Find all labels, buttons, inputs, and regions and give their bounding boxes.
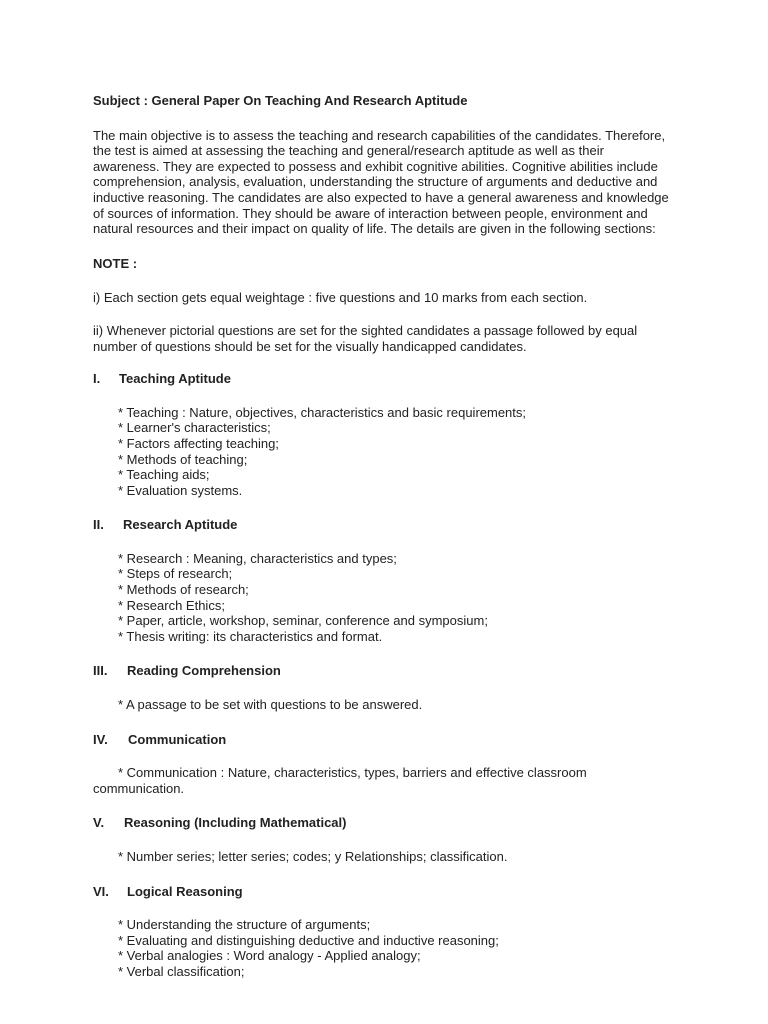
section-heading (93, 517, 673, 533)
document-page (93, 93, 673, 999)
section-number: I. (93, 371, 101, 387)
list-item: * Evaluation systems. (118, 482, 243, 498)
section-number: III. (93, 663, 108, 679)
section-number: II. (93, 517, 104, 533)
list-item: * Communication : Nature, characteristics, types, barriers and effective classroom communication. (93, 765, 587, 796)
section-number: V. (93, 815, 105, 831)
section-title: Reasoning (Including Mathematical) (124, 815, 347, 831)
section-heading (93, 371, 673, 387)
list-item: * Research : Meaning, characteristics and types; (118, 550, 397, 566)
list-item: * Methods of research; (118, 582, 249, 598)
section-items (93, 551, 673, 645)
section-items (93, 405, 673, 499)
list-item: * Factors affecting teaching; (118, 435, 279, 451)
list-item: * Thesis writing: its characteristics and format. (118, 628, 383, 644)
section-items (93, 917, 673, 979)
section-number: IV. (93, 731, 108, 747)
note-item: ii) Whenever pictorial questions are set for the sighted candidates a passage followed by equal number of questions should be set for the visually handicapped candidates. (93, 322, 638, 354)
section-heading (93, 663, 673, 679)
section-title: Teaching Aptitude (119, 371, 231, 387)
list-item: * Number series; letter series; codes; y Relationships; classification. (118, 849, 508, 864)
section-title: Research Aptitude (123, 517, 238, 533)
subject-heading: Subject : General Paper On Teaching And Research Aptitude (93, 93, 468, 108)
section-heading (93, 732, 673, 748)
section-title: Reading Comprehension (127, 663, 281, 679)
list-item: * Teaching : Nature, objectives, characteristics and basic requirements; (118, 404, 527, 420)
list-item: * Evaluating and distinguishing deductive and inductive reasoning; (118, 932, 499, 948)
section-items (93, 765, 673, 796)
list-item: * Research Ethics; (118, 597, 225, 613)
section-heading (93, 815, 673, 831)
list-item: * Paper, article, workshop, seminar, conference and symposium; (118, 613, 488, 629)
section-items (93, 849, 673, 865)
section-title: Communication (128, 731, 227, 747)
section-heading (93, 884, 673, 900)
list-item: * Verbal analogies : Word analogy - Applied analogy; (118, 948, 421, 964)
note-item: i) Each section gets equal weightage : five questions and 10 marks from each section. (93, 290, 588, 306)
list-item: * Learner's characteristics; (118, 420, 271, 436)
section-title: Logical Reasoning (127, 883, 243, 899)
list-item: * A passage to be set with questions to be answered. (118, 697, 423, 713)
section-number: VI. (93, 883, 109, 899)
intro-paragraph: The main objective is to assess the teaching and research capabilities of the candidates. Therefore, the test is aimed at assessing the teaching and general/research aptitude as well as their awareness. They are expected to possess and exhibit cognitive abilities. Cognitive abilities include comprehension, analysis, evaluation, understanding the structure of arguments and deductive and inductive reasoning. The candidates are also expected to have a general awareness and knowledge of sources of information. They should be aware of interaction between people, environment and natural resources and their impact on quality of life. The details are given in the following sections: (93, 127, 669, 237)
list-item: * Teaching aids; (118, 467, 210, 483)
section-items (93, 697, 673, 713)
list-item: * Understanding the structure of arguments; (118, 917, 371, 933)
list-item: * Verbal classification; (118, 963, 245, 979)
list-item: * Methods of teaching; (118, 451, 248, 467)
note-label: NOTE : (93, 255, 138, 271)
list-item: * Steps of research; (118, 566, 233, 582)
